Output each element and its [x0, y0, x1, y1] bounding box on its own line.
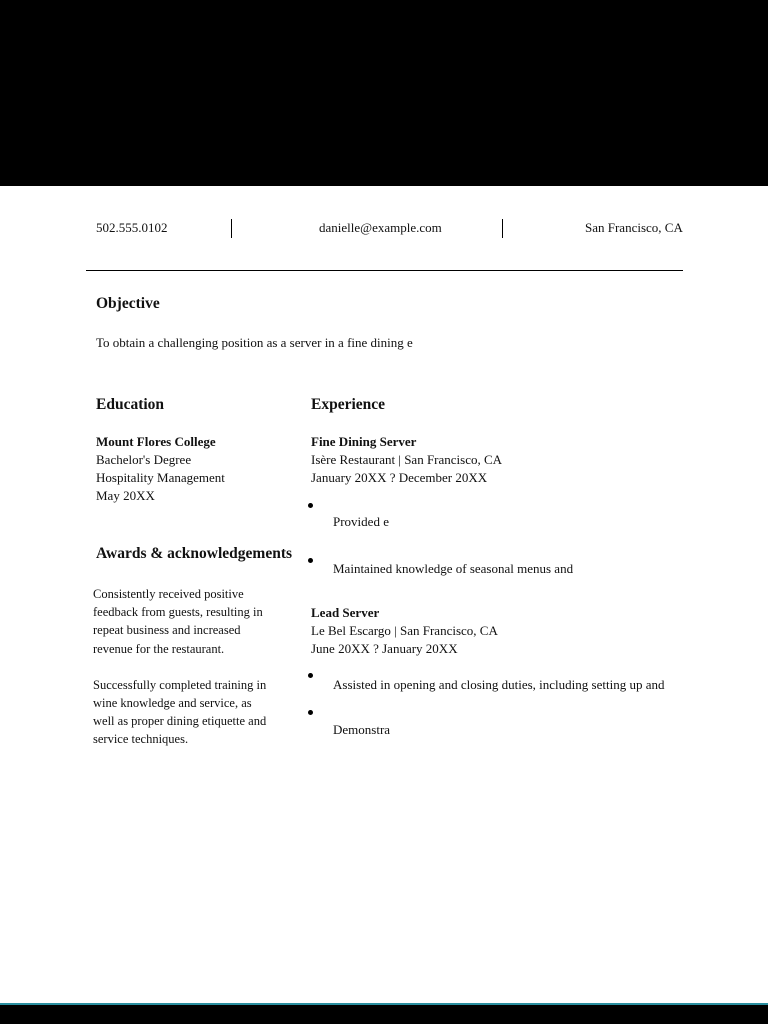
contact-divider — [231, 219, 232, 238]
contact-phone: 502.555.0102 — [96, 220, 168, 235]
job-bullet: Maintained knowledge of seasonal menus and — [333, 561, 574, 576]
education-heading: Education — [96, 396, 165, 413]
education-school: Mount Flores College — [96, 434, 216, 449]
education-degree: Bachelor's Degree — [96, 452, 192, 467]
header-band — [0, 0, 768, 186]
objective-heading: Objective — [96, 295, 160, 312]
job-company: Isère Restaurant | San Francisco, CA — [311, 452, 503, 467]
job-dates: June 20XX ? January 20XX — [311, 641, 458, 656]
bullet-dot — [308, 710, 313, 715]
education-date: May 20XX — [96, 488, 155, 503]
contact-divider — [502, 219, 503, 238]
job-bullet: Demonstra — [333, 722, 391, 737]
education-field: Hospitality Management — [96, 470, 225, 485]
job-company: Le Bel Escargo | San Francisco, CA — [311, 623, 498, 638]
bullet-dot — [308, 503, 313, 508]
header-divider — [86, 270, 683, 271]
bullet-dot — [308, 558, 313, 563]
contact-location: San Francisco, CA — [585, 220, 683, 235]
job-bullet: Assisted in opening and closing duties, including setting up and — [333, 677, 665, 692]
awards-list — [93, 585, 275, 767]
contact-email: danielle@example.com — [319, 220, 442, 235]
experience-heading: Experience — [311, 396, 386, 413]
objective-text: To obtain a challenging position as a server in a fine dining e — [96, 335, 413, 350]
job-title: Fine Dining Server — [311, 434, 417, 449]
award-item: Consistently received positive feedback from guests, resulting in repeat business and increased revenue for the restaurant. — [93, 587, 263, 656]
award-item: Successfully completed training in wine knowledge and service, as well as proper dining etiquette and service techniques. — [93, 677, 267, 747]
footer-band — [0, 1003, 768, 1024]
job-bullet: Provided e — [333, 514, 389, 529]
bullet-dot — [308, 673, 313, 678]
job-title: Lead Server — [311, 605, 380, 620]
job-dates: January 20XX ? December 20XX — [311, 470, 488, 485]
awards-heading: Awards & acknowledgements — [96, 545, 293, 562]
